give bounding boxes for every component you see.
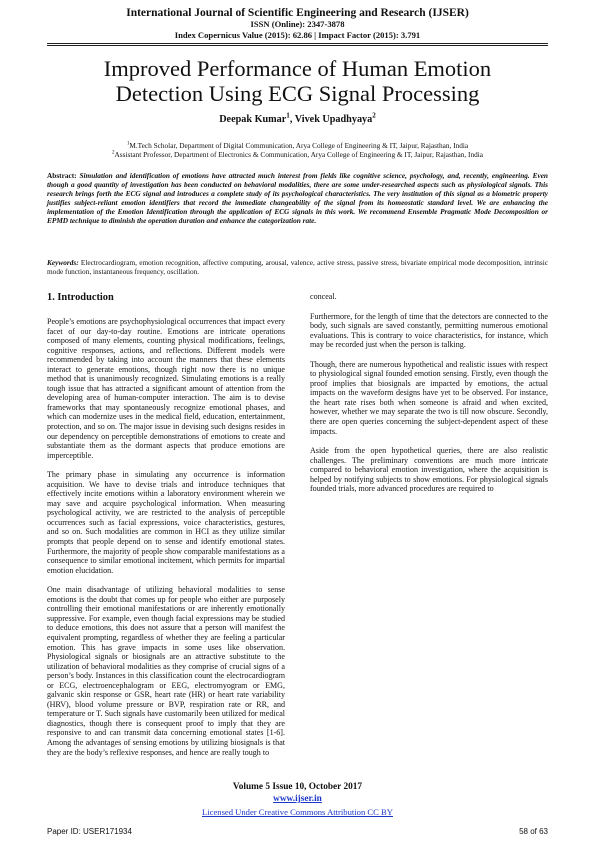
abstract [47,171,548,226]
header-rule-bottom [47,45,548,46]
footer-site-link[interactable]: www.ijser.in [273,794,322,804]
author-separator: , [289,114,295,125]
affiliation-2 [47,150,548,159]
paragraph-5: Though, there are numerous hypothetical and realistic issues with respect to physiological signal founded emotion sensing. Firstly, even though the proof implies that biosignals are impacted by emotions, the actual impacts on the waveform designs have yet to be observed. For instance, the heart rate rises both when someone is afraid and when excited, however, whether we may separate the two is till now obscure. Secondly, there are open queries concerning the subject-dependent aspect of these impacts. [310,359,548,436]
author-2: Vivek Upadhyaya [294,114,373,125]
section-heading: 1. Introduction [47,292,114,303]
affiliation-1-sup: 1 [126,140,130,147]
journal-name: International Journal of Scientific Engineering and Research (IJSER) [126,7,469,19]
paragraph-4: Furthermore, for the length of time that the detectors are connected to the body, such signals are saved constantly, permitting numerous emotional evaluations. This is contrary to voice characteristics, for instance, which may be recorded just when the person is talking. [310,311,548,350]
journal-header [0,7,595,40]
footer-volume: Volume 5 Issue 10, October 2017 [232,782,363,792]
author-2-sup: 2 [372,111,376,120]
affiliation-1 [47,141,548,150]
abstract-text: Simulation and identification of emotions have attracted much interest from fields like cognitive science, psychology, and, recently, engineering. Even though a good quantity of investigation has been conducted on behavioral modalities, there are some under-researched aspects such as physiological signals. This research brings forth the ECG signal and introduces a complete study of its psychological characteristics. The very institution of this signal as a biometric property justifies subject-reliant emotion identifiers that record the immediate changeability of the signal from its homeostatic standard level. We are enhancing the implementation of the Emotion Identification through the application of ECG signals in this work. We recommend Ensemble Pragmatic Mode Decomposition or EPMD technique to diminish the operation duration and enhance the categorization rate. [47,171,548,226]
author-1-sup: 1 [286,111,290,120]
authors [47,111,548,125]
keywords-text: Electrocardiogram, emotion recognition, affective computing, arousal, valence, active stress, passive stress, bivariate empirical mode decomposition, intrinsic mode function, instantaneous frequency, oscillation. [47,258,548,277]
footer-page-number: 58 of 63 [519,827,548,836]
header-rule-top [47,43,548,44]
affiliations [47,141,548,159]
paragraph-3: One main disadvantage of utilizing behavioral modalities to sense emotions is the doubt that comes up for people who either are purposely controlling their emotional manifestations or are inherently emotionally suppressive. For example, even though facial expressions may be studied to deduce emotions, this does not assure that a person will manifest the equivalent prompting, regardless of whether they are feeling a particular emotion. This has grave impacts in some uses like observation. Physiological signals or biosignals are an attractive substitute to the utilization of behavioral modalities as they comprise of crucial signs of a person’s body. Instances in this classification count the electrocardiogram or ECG, electroencephalogram or EEG, electromyogram or EMG, galvanic skin response or GSR, heart rate (HR) or heart rate variability (HRV), blood volume pressure or BVP, respiration rate or RR, and temperature or T. Such signals have customarily been utilized for medical diagnostics, though there is consequent proof to imply that they are responsive to and can transmit data concerning emotional states [1-6]. Among the advantages of sensing emotions by utilizing biosignals is that they are the body’s reflexive responses, and hence are really tough to [47,585,285,757]
affiliation-1-text: M.Tech Scholar, Department of Digital Communication, Arya College of Engineering & IT, Jaipur, Rajasthan, India [129,141,469,150]
title-line-1: Improved Performance of Human Emotion [103,56,492,81]
journal-index: Index Copernicus Value (2015): 62.86 | Impact Factor (2015): 3.791 [174,29,421,40]
affiliation-2-text: Assistant Professor, Department of Electronics & Communication, Arya College of Engineering & IT, Jaipur, Rajasthan, India [114,150,484,160]
left-column [47,292,285,767]
paper-title [47,56,548,106]
keywords-label: Keywords: [47,258,79,267]
title-line-2: Detection Using ECG Signal Processing [115,81,480,106]
paragraph-3-continued: conceal. [310,292,337,301]
footer-paper-id: Paper ID: USER171934 [47,827,132,836]
author-1: Deepak Kumar [219,114,287,125]
right-column [310,292,548,504]
affiliation-2-sup: 2 [111,149,115,156]
abstract-label: Abstract: [47,171,77,180]
paragraph-6: Aside from the open hypothetical queries, there are also realistic challenges. The preliminary conventions are much more intricate compared to behavioral emotion investigation, where the acquisition is helped by notifying subjects to show emotions. For physiological signals founded trials, more advanced procedures are required to [310,446,548,494]
keywords [47,258,548,276]
paragraph-1: People’s emotions are psychophysiological occurrences that impact every facet of our day-to-day routine. Emotions are intricate operations composed of many elements, counting physical modifications, feelings, cognitive responses, actions, and reflections. Different models were recommended by taking into account the manners that these elements interact to generate emotions, though right now there is no unique method that is unanimously recognized. Simulating emotions is a really tough issue that has attracted a significant amount of attention from the developing area of human-computer interaction. The aim is to devise frameworks that may spontaneously recognize emotional phases, and which can modernize uses in the medical field, education, entertainment, protection, and so on. The major issue in devising such designs resides in our dependency on perceptible demonstrations of emotions to create and substantiate them as the dormant aspects that produce emotions are imperceptible. [47,317,285,460]
paragraph-2: The primary phase in simulating any occurrence is information acquisition. We have to devise trials and introduce techniques that effectively incite emotions within a laboratory environment wherein we may save and acquire psychological information. When measuring psychological activity, we are restricted to the analysis of perceptible occurrences such as facial expressions, voice characteristics, gestures, and so on. Such modalities are common in HCI as they utilize similar prompts that people depend on to sense and identify emotional states. Furthermore, the majority of people show comparable manifestations as a consequence to similar emotional incitement, which permits for impartial emotion elucidation. [47,470,285,575]
journal-issn: ISSN (Online): 2347-3878 [250,19,345,29]
footer-license-link[interactable]: Licensed Under Creative Commons Attribution CC BY [202,807,393,817]
